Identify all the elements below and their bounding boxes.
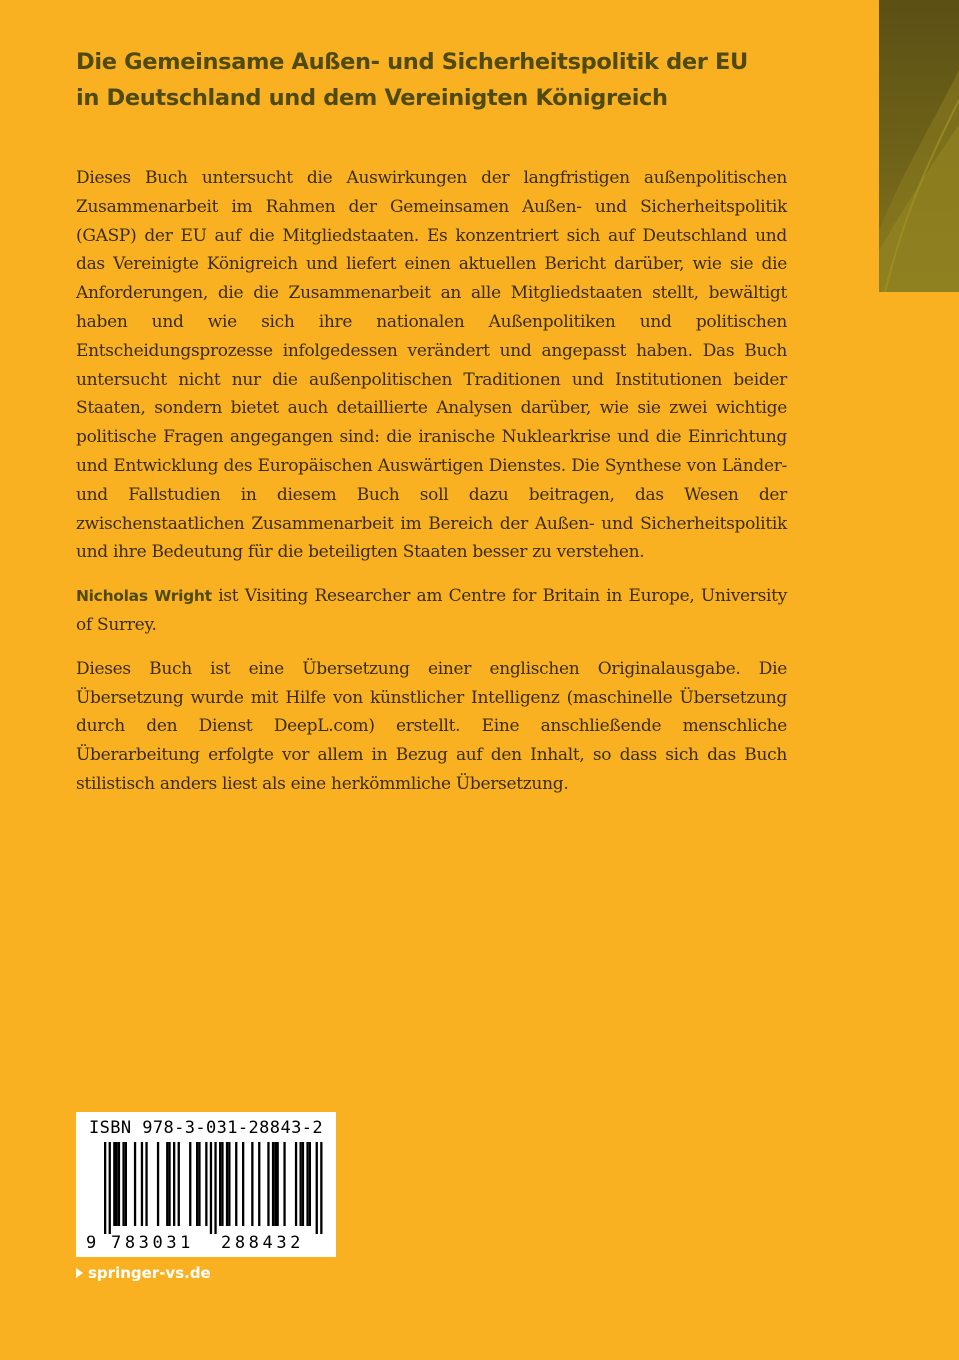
barcode-digits-left: 783031 xyxy=(111,1233,195,1253)
author-bio: ist Visiting Researcher am Centre for Britain in Europe, University of Surrey. xyxy=(76,586,788,635)
barcode-bar xyxy=(145,1142,147,1226)
barcode-bar xyxy=(221,1142,223,1226)
barcode-bar xyxy=(168,1142,170,1226)
barcode-bar xyxy=(205,1142,207,1226)
book-title-line-1: Die Gemeinsame Außen- und Sicherheitspolitik der EU xyxy=(76,49,748,75)
barcode-bar xyxy=(283,1142,285,1226)
decorative-curve-graphic xyxy=(879,0,959,292)
isbn-barcode xyxy=(76,1112,336,1257)
barcode-bar xyxy=(113,1142,115,1226)
barcode-bar xyxy=(166,1142,168,1226)
barcode-digit-first: 9 xyxy=(86,1233,97,1253)
author-name: Nicholas Wright xyxy=(76,587,212,606)
barcode-bar xyxy=(235,1142,237,1226)
barcode-bar xyxy=(226,1142,228,1226)
barcode-bar xyxy=(141,1142,143,1226)
barcode-guard-bar xyxy=(214,1142,216,1234)
barcode-guard-bar xyxy=(210,1142,212,1234)
barcode-guard-bar xyxy=(320,1142,322,1234)
barcode-bar xyxy=(251,1142,253,1226)
arrow-right-icon xyxy=(76,1268,83,1278)
barcode-bar xyxy=(134,1142,136,1226)
book-title xyxy=(76,44,836,116)
barcode-bar xyxy=(302,1142,304,1226)
isbn-label: ISBN 978-3-031-28843-2 xyxy=(89,1118,323,1138)
back-cover-text xyxy=(76,164,787,799)
barcode-bar xyxy=(242,1142,244,1226)
barcode-digits-right: 288432 xyxy=(221,1233,305,1253)
barcode-bars xyxy=(76,1142,336,1234)
barcode-bar xyxy=(198,1142,200,1226)
barcode-bar xyxy=(189,1142,191,1226)
barcode-bar xyxy=(219,1142,221,1226)
barcode-bar xyxy=(118,1142,120,1226)
decorative-corner-panel xyxy=(879,0,959,292)
book-title-line-2: in Deutschland und dem Vereinigten Königreich xyxy=(76,85,668,111)
barcode-bar xyxy=(274,1142,276,1226)
barcode-bar xyxy=(196,1142,198,1226)
description-paragraph: Dieses Buch untersucht die Auswirkungen der langfristigen außenpolitischen Zusammenarbeit im Rahmen der Gemeinsamen Außen- und Sicherheitspolitik (GASP) der EU auf die Mitgliedstaaten. Es konzentriert sich auf Deutschland und das Vereinigte Königreich und liefert einen aktuellen Bericht darüber, wie sie die Anforderungen, die die Zusammenarbeit an alle Mitgliedstaaten stellt, bewältigt haben und wie sich ihre nationalen Außenpolitiken und politischen Entscheidungsprozesse infolgedessen verändert und angepasst haben. Das Buch untersucht nicht nur die außenpolitischen Traditionen und Institutionen beider Staaten, sondern bietet auch detaillierte Analysen darüber, wie sie zwei wichtige politische Fragen angegangen sind: die iranische Nuklearkrise und die Einrichtung und Entwicklung des Europäischen Auswärtigen Dienstes. Die Synthese von Länder- und Fallstudien in diesem Buch soll dazu beitragen, das Wesen der zwischenstaatlichen Zusammenarbeit im Bereich der Außen- und Sicherheitspolitik und ihre Bedeutung für die beteiligten Staaten besser zu verstehen. xyxy=(76,168,787,563)
barcode-bar xyxy=(277,1142,279,1226)
barcode-guard-bar xyxy=(104,1142,106,1234)
barcode-bar xyxy=(173,1142,175,1226)
author-bio-paragraph xyxy=(76,582,787,640)
barcode-bar xyxy=(122,1142,124,1226)
barcode-bar xyxy=(309,1142,311,1226)
barcode-bar xyxy=(267,1142,269,1226)
translation-note-paragraph: Dieses Buch ist eine Übersetzung einer englischen Originalausgabe. Die Übersetzung wurde mit Hilfe von künstlicher Intelligenz (maschinelle Übersetzung durch den Dienst DeepL.com) erstellt. Eine anschließende menschliche Überarbeitung erfolgte vor allem in Bezug auf den Inhalt, so dass sich das Buch stilistisch anders liest als eine herkömmliche Übersetzung. xyxy=(76,658,787,794)
barcode-bar xyxy=(295,1142,297,1226)
publisher-link[interactable] xyxy=(76,1263,211,1283)
barcode-bar xyxy=(228,1142,230,1226)
barcode-bar xyxy=(116,1142,118,1226)
barcode-bar xyxy=(272,1142,274,1226)
barcode-guard-bar xyxy=(109,1142,111,1234)
barcode-bar xyxy=(306,1142,308,1226)
barcode-bar xyxy=(300,1142,302,1226)
barcode-guard-bar xyxy=(316,1142,318,1234)
barcode-bar xyxy=(125,1142,127,1226)
barcode-bar xyxy=(157,1142,159,1226)
publisher-url: springer-vs.de xyxy=(88,1264,211,1282)
barcode-bar xyxy=(258,1142,260,1226)
barcode-bar xyxy=(178,1142,180,1226)
